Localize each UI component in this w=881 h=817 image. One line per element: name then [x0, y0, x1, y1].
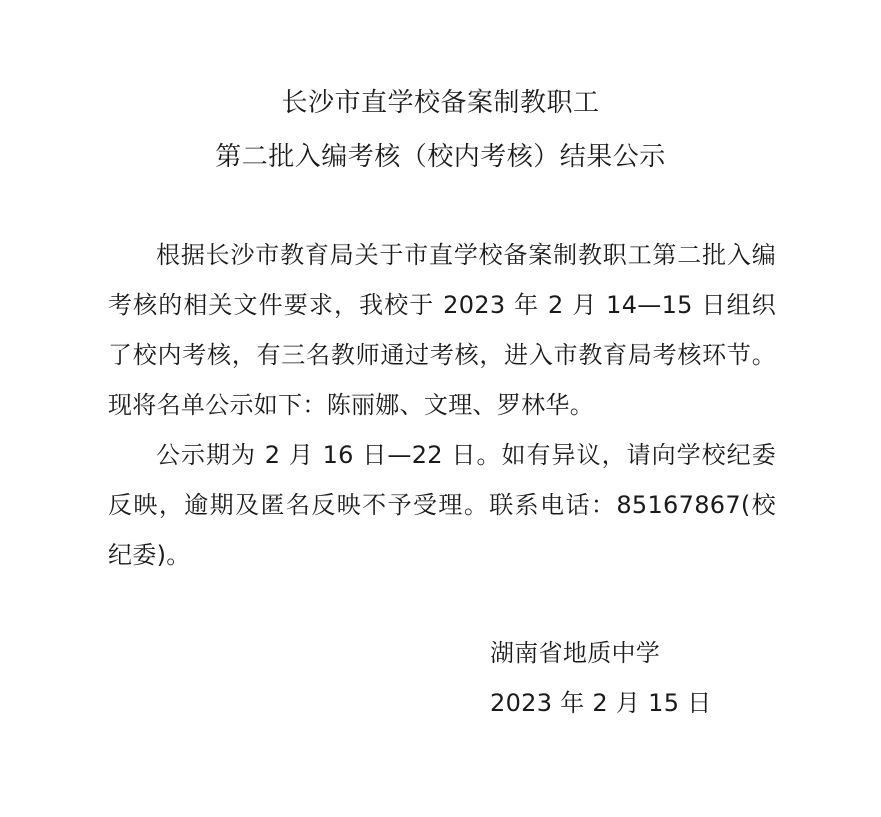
paragraph-1-text: 根据长沙市教育局关于市直学校备案制教职工第二批入编考核的相关文件要求，我校于 2023 年 2 月 14—15 日组织了校内考核，有三名教师通过考核，进入市教育局考核环节。现将名单公示如下：陈丽娜、文理、罗林华。 [108, 241, 776, 419]
notice-title-line-1: 长沙市直学校备案制教职工 [281, 88, 600, 118]
signature-organization: 湖南省地质中学 [490, 639, 661, 667]
signature-date: 2023 年 2 月 15 日 [490, 689, 712, 717]
paragraph-2-text: 公示期为 2 月 16 日—22 日。如有异议，请向学校纪委反映，逾期及匿名反映不予受理。联系电话：85167867(校纪委)。 [108, 441, 776, 569]
notice-paragraph-1 [108, 230, 776, 430]
notice-title-line-2: 第二批入编考核（校内考核）结果公示 [215, 142, 666, 172]
notice-paragraph-2 [108, 430, 776, 580]
